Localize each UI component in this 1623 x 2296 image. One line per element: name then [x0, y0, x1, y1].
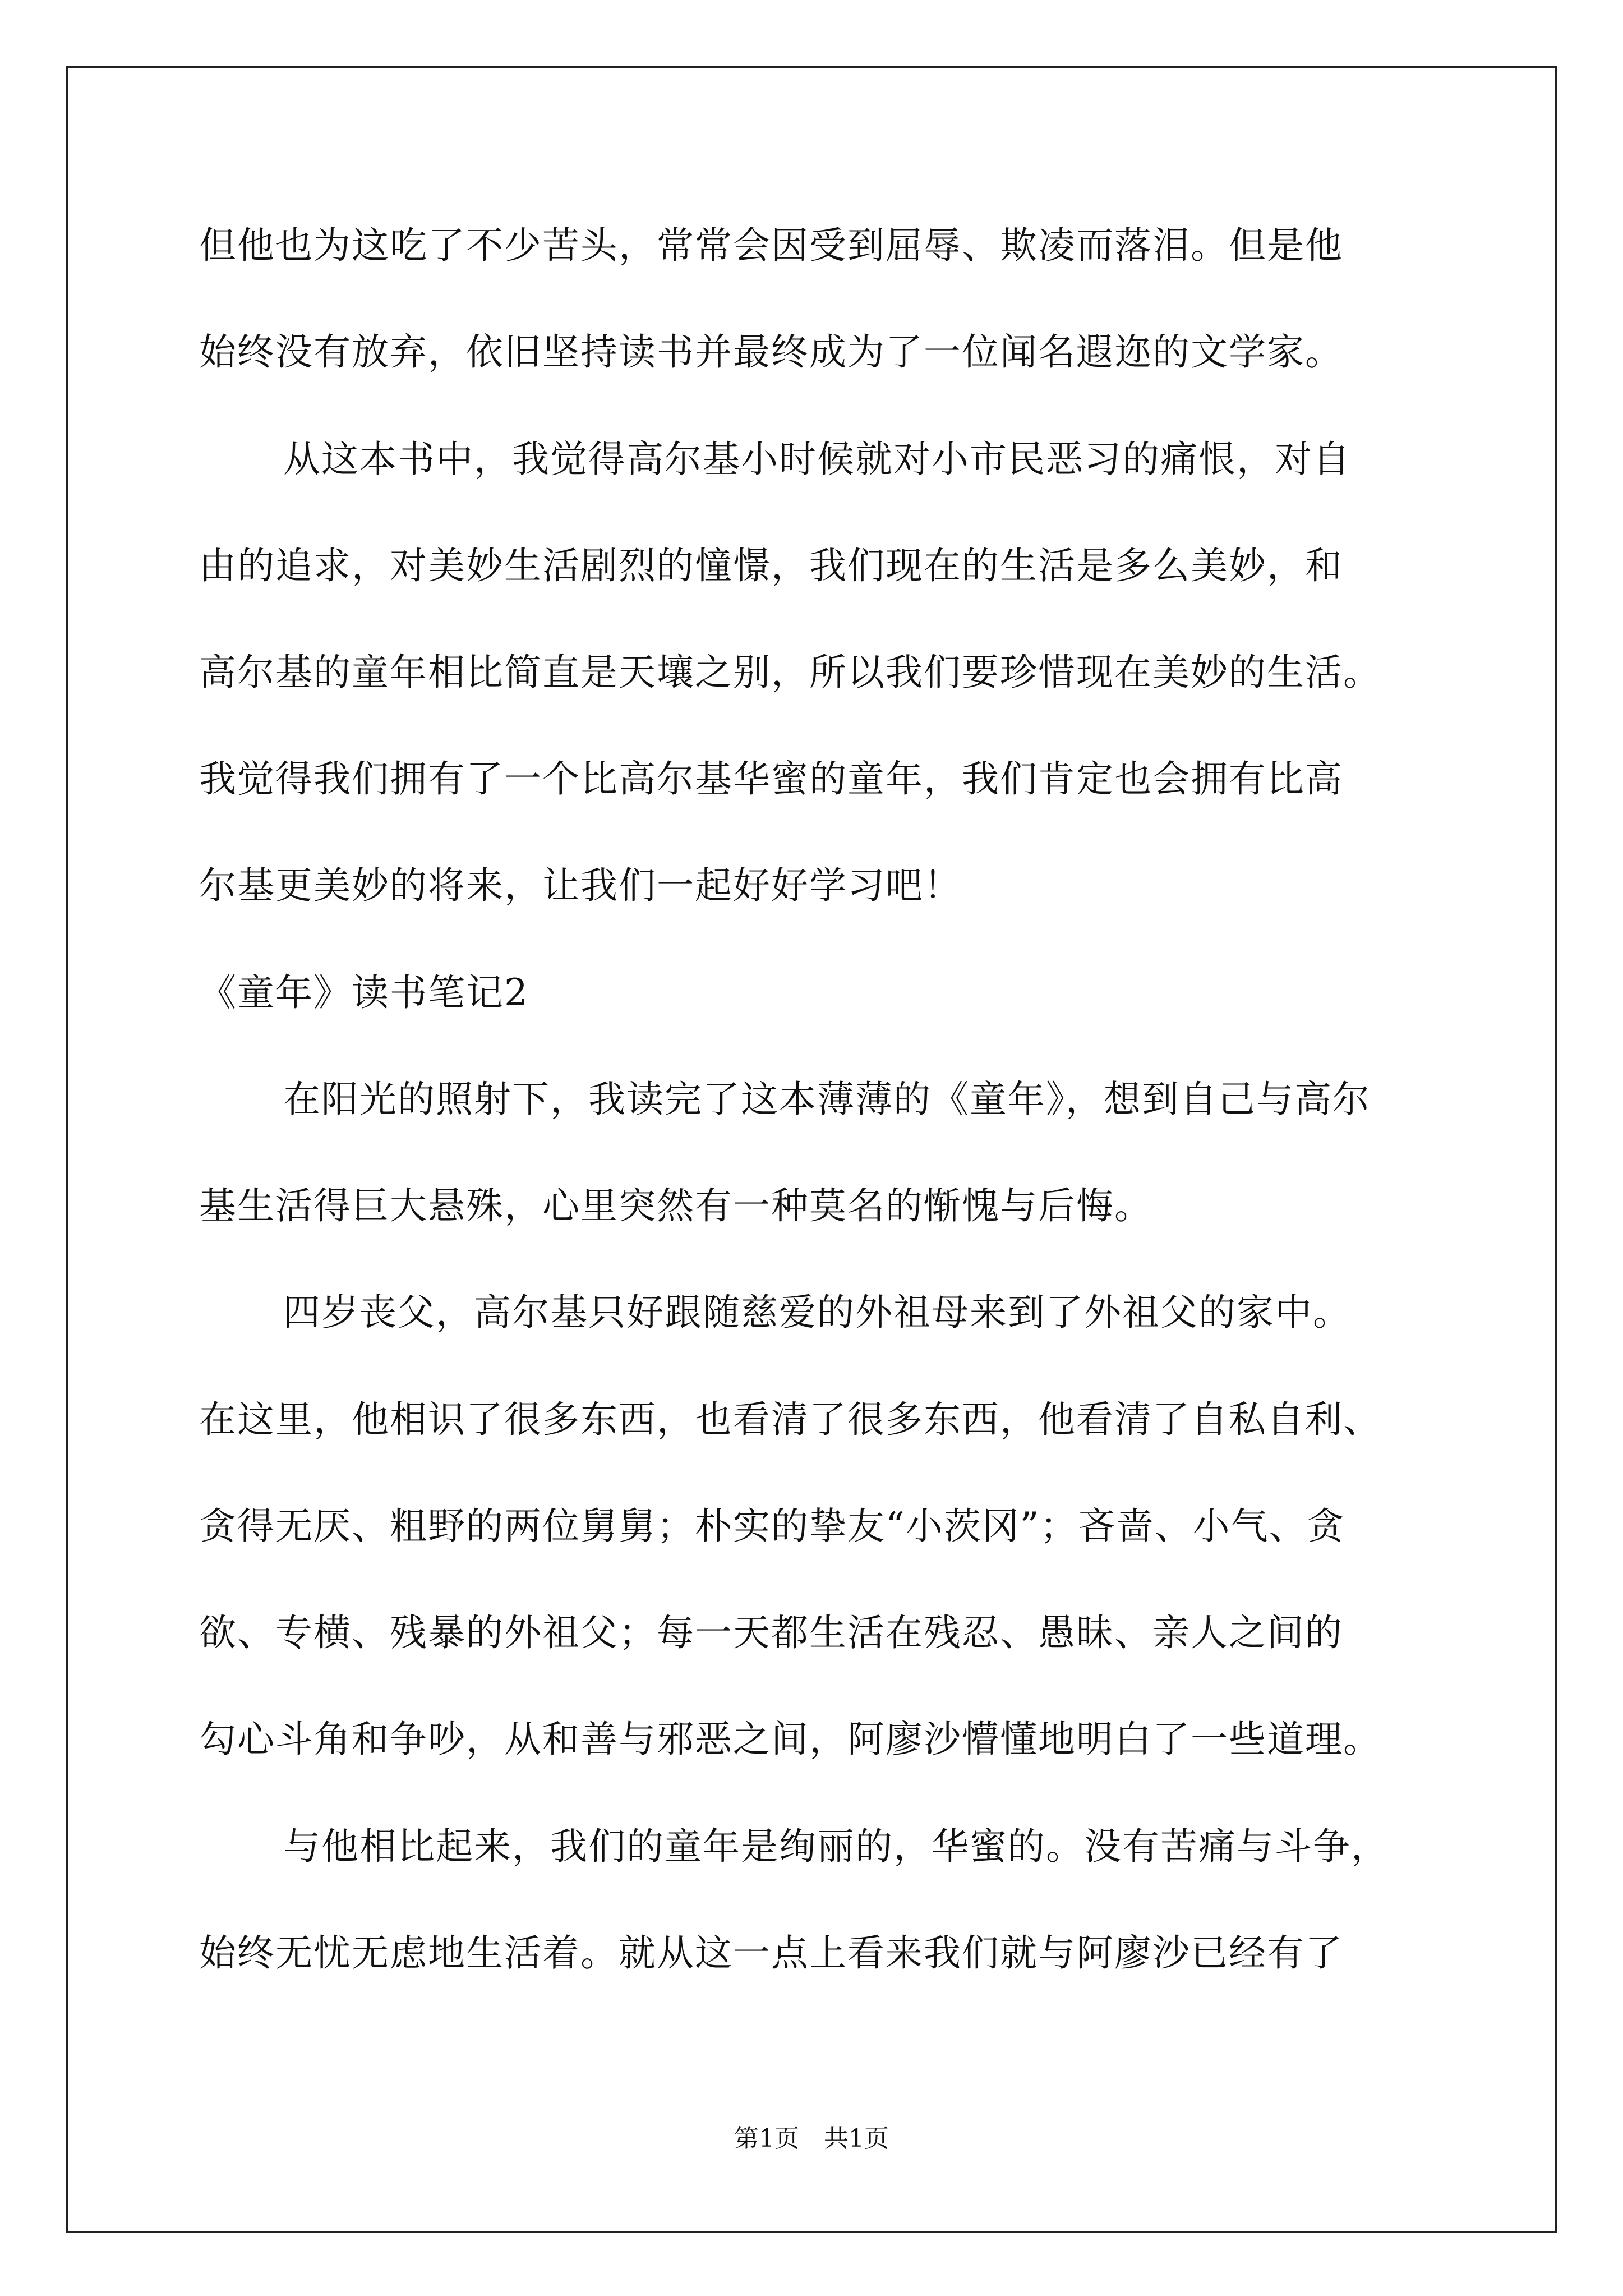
body-line-1: 但他也为这吃了不少苦头，常常会因受到屈辱、欺凌而落泪。但是他: [199, 224, 1343, 267]
body-line-10: 四岁丧父，高尔基只好跟随慈爱的外祖母来到了外祖父的家中。: [283, 1291, 1351, 1334]
page-footer: [0, 2122, 1623, 2156]
body-line-4: 由的追求，对美妙生活剧烈的憧憬，我们现在的生活是多么美妙，和: [199, 544, 1343, 587]
body-line-16: 始终无忧无虑地生活着。就从这一点上看来我们就与阿廖沙已经有了: [199, 1931, 1343, 1975]
body-line-9: 基生活得巨大悬殊，心里突然有一种莫名的惭愧与后悔。: [199, 1184, 1152, 1227]
body-line-7: 尔基更美妙的将来，让我们一起好好学习吧！: [199, 864, 962, 907]
body-line-13: 欲、专横、残暴的外祖父；每一天都生活在残忍、愚昧、亲人之间的: [199, 1611, 1343, 1654]
page-number: 第1页: [734, 2124, 799, 2153]
body-line-15: 与他相比起来，我们的童年是绚丽的，华蜜的。没有苦痛与斗争，: [283, 1825, 1389, 1868]
body-line-2: 始终没有放弃，依旧坚持读书并最终成为了一位闻名遐迩的文学家。: [199, 330, 1343, 374]
body-line-6: 我觉得我们拥有了一个比高尔基华蜜的童年，我们肯定也会拥有比高: [199, 757, 1343, 800]
body-line-14: 勾心斗角和争吵，从和善与邪恶之间，阿廖沙懵懂地明白了一些道理。: [199, 1718, 1381, 1761]
body-line-3: 从这本书中，我觉得高尔基小时候就对小市民恶习的痛恨，对自: [283, 438, 1351, 481]
section-heading: 《童年》读书笔记2: [199, 971, 529, 1014]
body-line-8: 在阳光的照射下，我读完了这本薄薄的《童年》，想到自己与高尔: [283, 1078, 1371, 1121]
page-total: 共1页: [824, 2124, 889, 2153]
body-line-11: 在这里，他相识了很多东西，也看清了很多东西，他看清了自私自利、: [199, 1398, 1381, 1441]
page-border: [66, 66, 1557, 2233]
body-line-5: 高尔基的童年相比简直是天壤之别，所以我们要珍惜现在美妙的生活。: [199, 651, 1381, 694]
body-line-12: 贪得无厌、粗野的两位舅舅；朴实的挚友“小茨冈”；吝啬、小气、贪: [199, 1504, 1345, 1548]
